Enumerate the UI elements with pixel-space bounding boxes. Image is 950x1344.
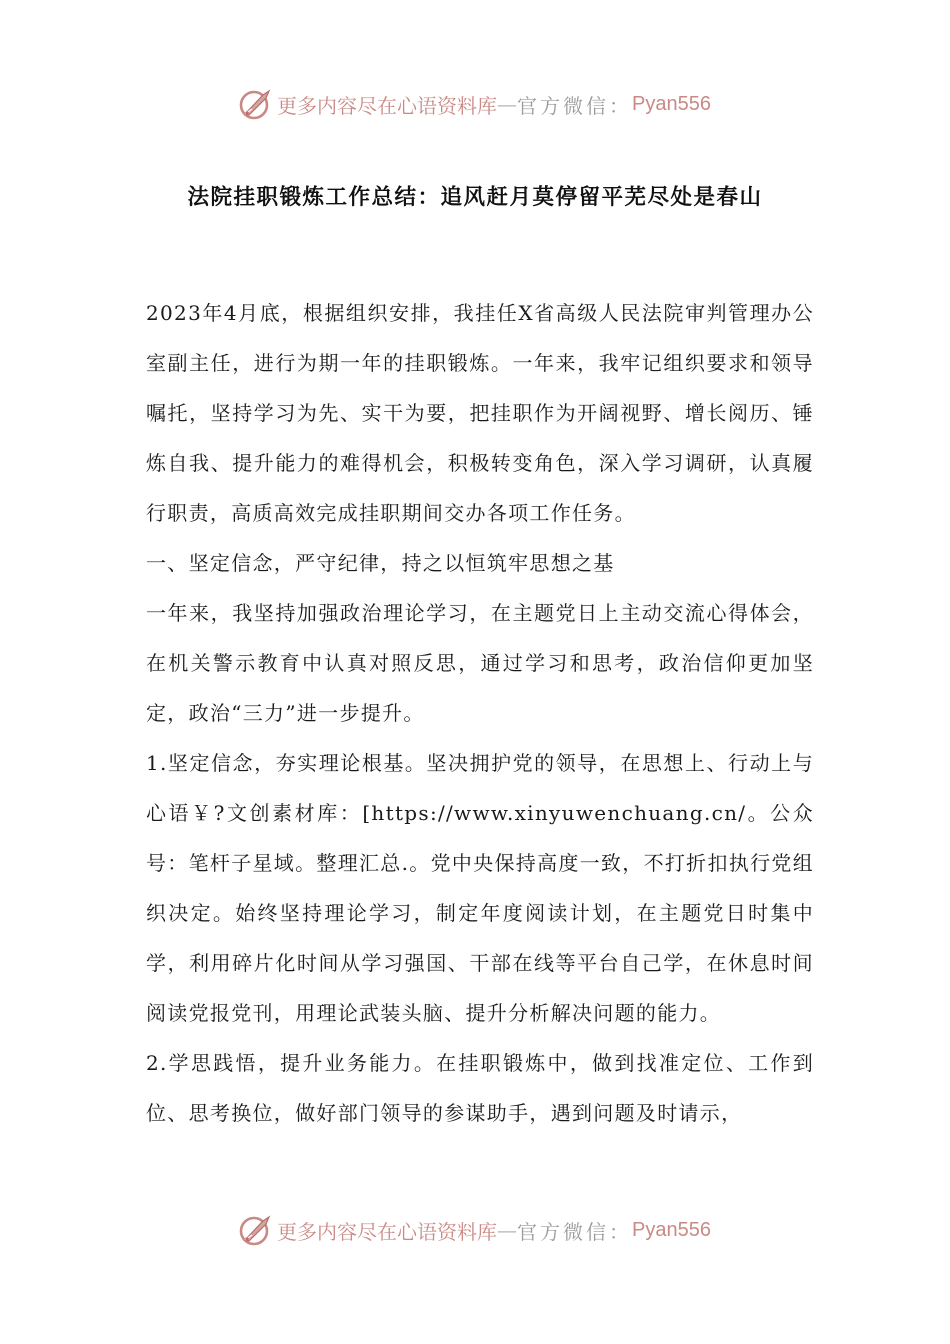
- paragraph-intro: 2023年4月底，根据组织安排，我挂任X省高级人民法院审判管理办公室副主任，进行为期一年的挂职锻炼。一年来，我牢记组织要求和领导嘱托，坚持学习为先、实干为要，把挂职作为开阔视野、增长阅历、锤炼自我、提升能力的难得机会，积极转变角色，深入学习调研，认真履行职责，高质高效完成挂职期间交办各项工作任务。: [146, 301, 814, 525]
- quill-pen-icon: [239, 87, 273, 121]
- banner-site-text: 更多内容尽在心语资料库: [277, 93, 498, 118]
- banner-separator: —: [497, 1218, 518, 1242]
- banner-site-text: 更多内容尽在心语资料库: [277, 1219, 498, 1244]
- banner-contact-prefix: 官方微信：: [517, 93, 633, 118]
- paragraph-point-2: 2.学思践悟，提升业务能力。在挂职锻炼中，做到找准定位、工作到位、思考换位，做好部门领导的参谋助手，遇到问题及时请示，: [146, 1051, 814, 1125]
- banner-contact-id: Pyan556: [632, 92, 711, 115]
- quill-pen-icon: [239, 1213, 273, 1247]
- document-title: 法院挂职锻炼工作总结：追风赶月莫停留平芜尽处是春山: [187, 185, 763, 210]
- footer-watermark-banner: [0, 1210, 950, 1250]
- banner-contact-id: Pyan556: [632, 1218, 711, 1241]
- section-heading: 一、坚定信念，严守纪律，持之以恒筑牢思想之基: [146, 551, 615, 575]
- banner-contact-prefix: 官方微信：: [517, 1219, 633, 1244]
- paragraph-section-intro: 一年来，我坚持加强政治理论学习，在主题党日上主动交流心得体会，在机关警示教育中认真对照反思，通过学习和思考，政治信仰更加坚定，政治“三力”进一步提升。: [146, 601, 814, 725]
- header-watermark-banner: [0, 84, 950, 124]
- banner-separator: —: [497, 92, 518, 116]
- paragraph-point-1: 1.坚定信念，夯实理论根基。坚决拥护党的领导，在思想上、行动上与心语￥?文创素材库：[https://www.xinyuwenchuang.cn/。公众号：笔杆子星域。整理汇总.。党中央保持高度一致，不打折扣执行党组织决定。始终坚持理论学习，制定年度阅读计划，在主题党日时集中学，利用碎片化时间从学习强国、干部在线等平台自己学，在休息时间阅读党报党刊，用理论武装头脑、提升分析解决问题的能力。: [146, 751, 814, 1025]
- document-body: [146, 288, 814, 1138]
